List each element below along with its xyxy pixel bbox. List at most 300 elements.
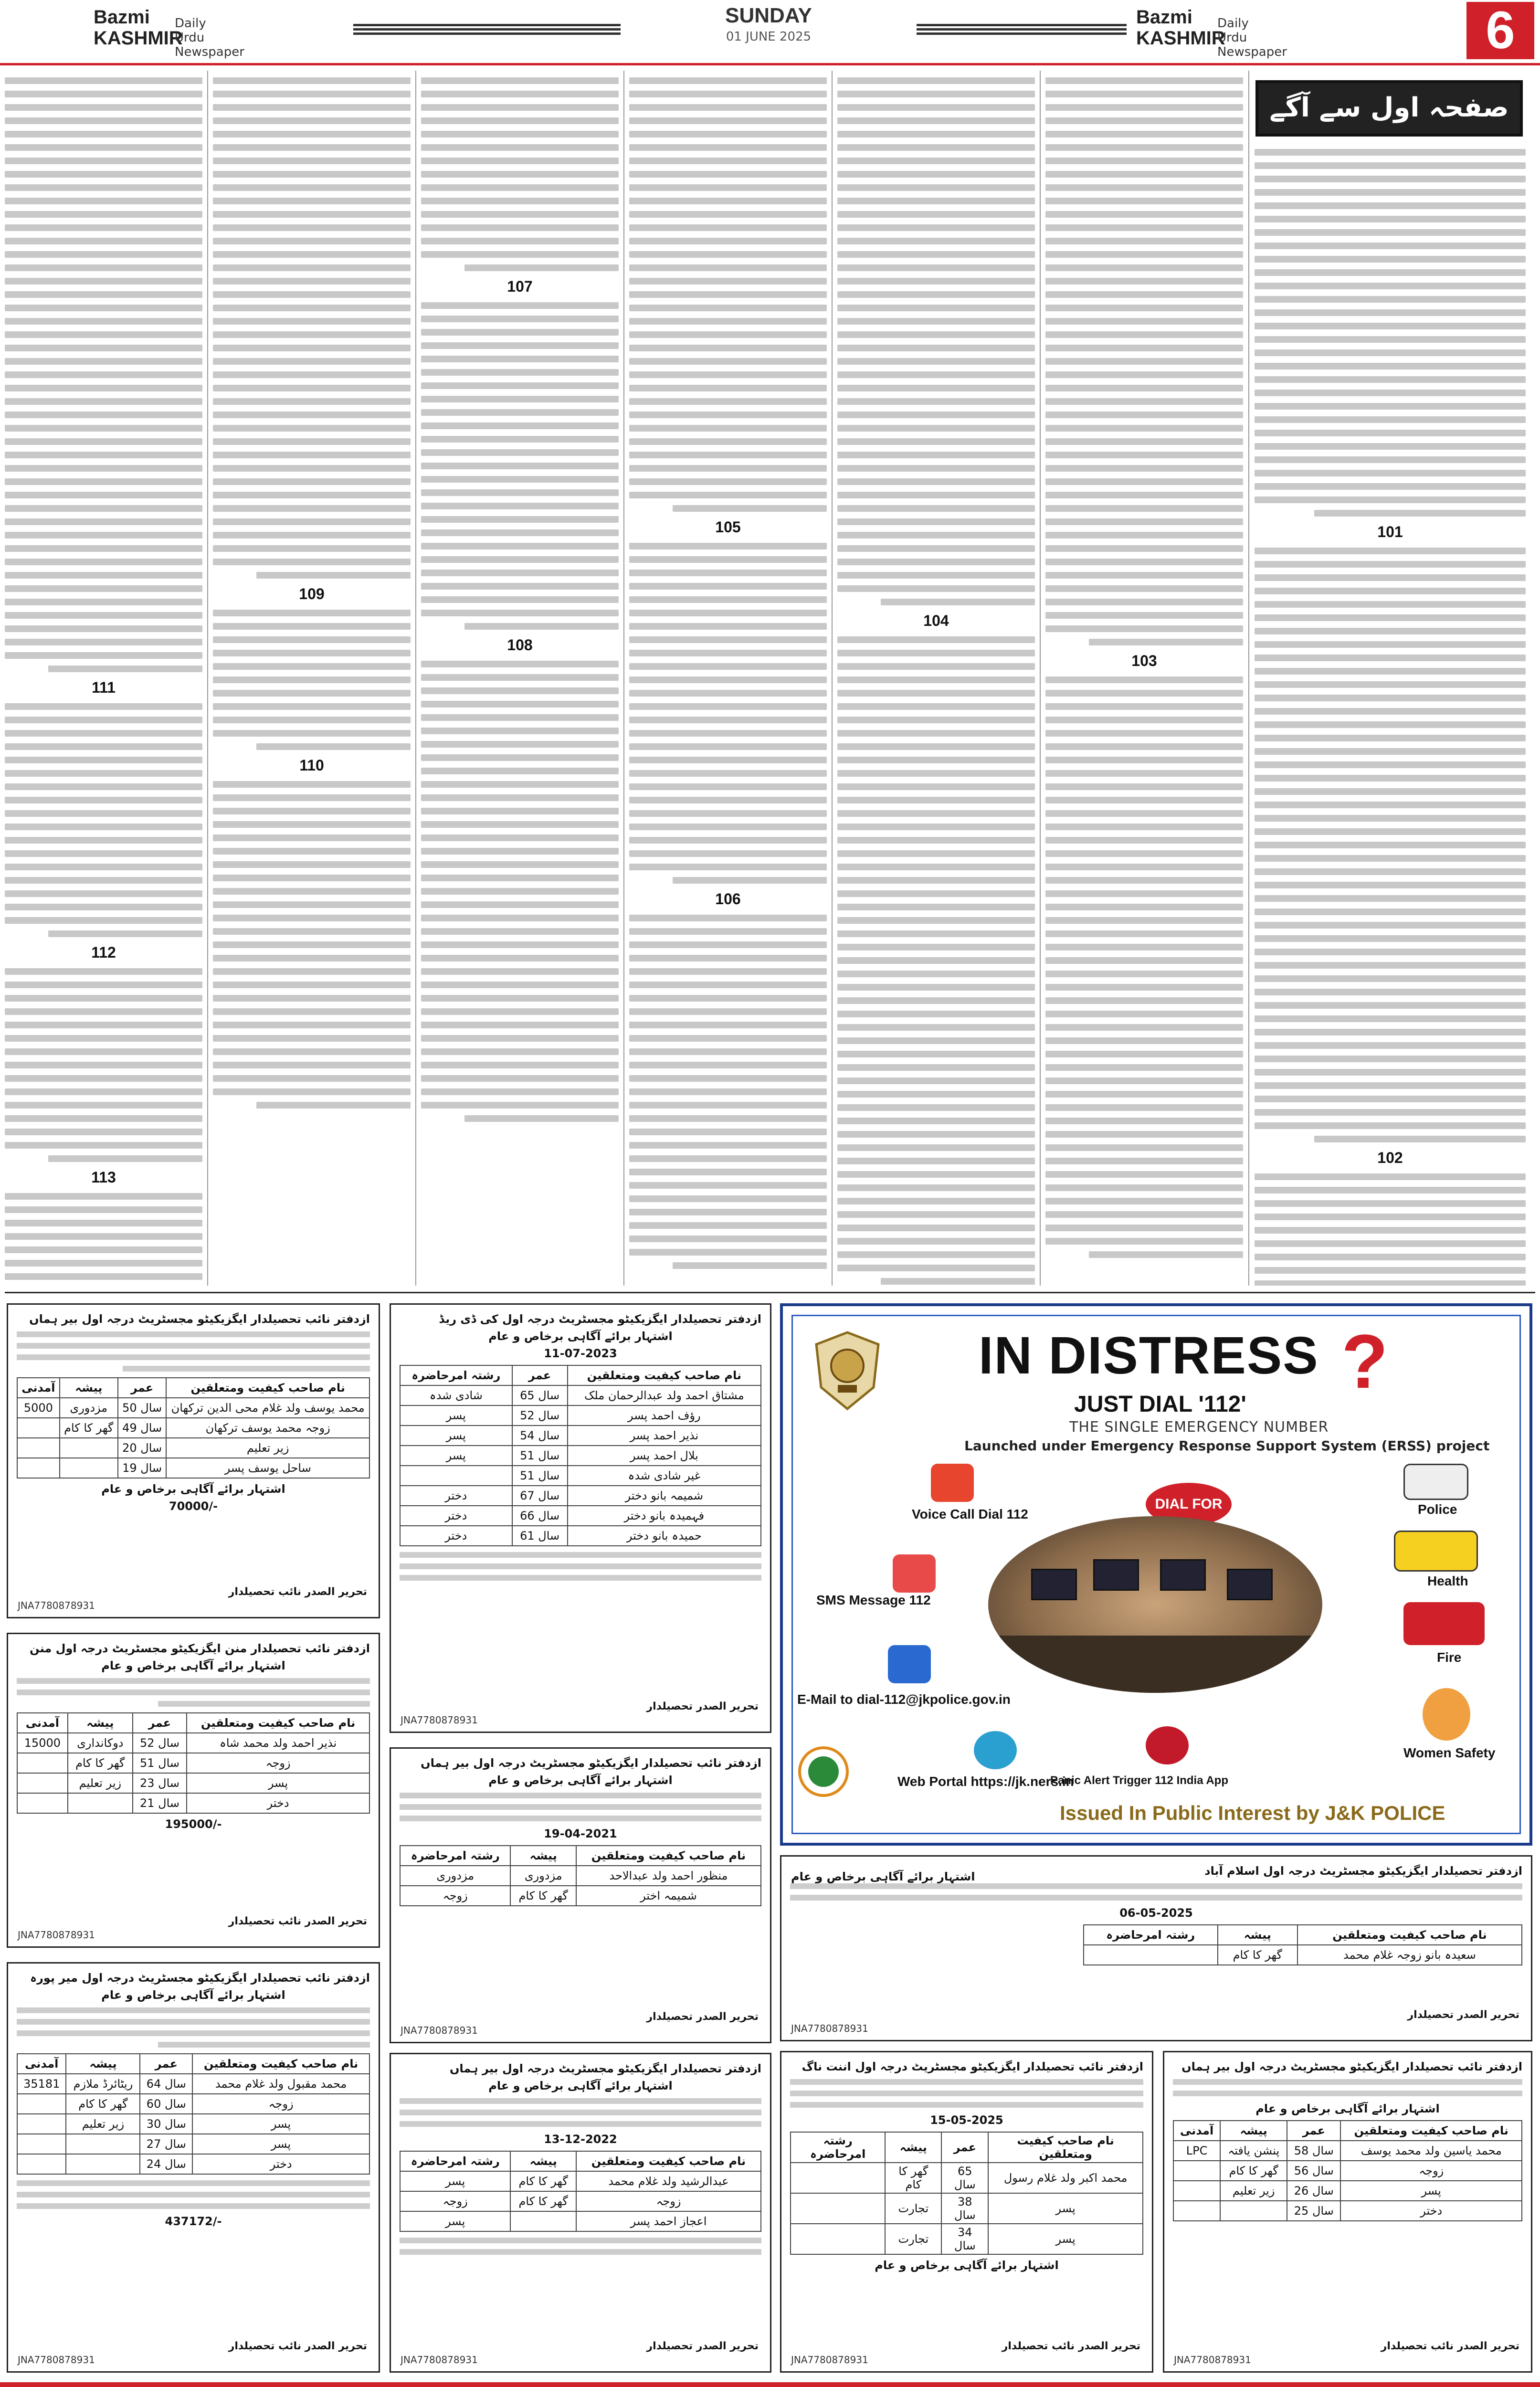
text-line — [256, 572, 411, 579]
text-line — [837, 559, 1035, 565]
text-line — [213, 663, 411, 670]
text-line — [1255, 601, 1526, 608]
text-line — [837, 824, 1035, 830]
td: شمیمہ بانو دختر — [568, 1486, 761, 1506]
text-line — [213, 305, 411, 311]
text-line — [1255, 1214, 1526, 1220]
story-number: 109 — [299, 585, 325, 602]
fire-truck-icon — [1403, 1602, 1485, 1645]
body-text — [1255, 548, 1526, 1142]
text-line — [1255, 1096, 1526, 1102]
text-line — [1045, 612, 1243, 619]
text-line — [629, 238, 827, 244]
text-line — [629, 583, 827, 590]
text-line — [5, 505, 202, 512]
text-line — [881, 1278, 1035, 1285]
text-line — [629, 224, 827, 231]
text-line — [5, 171, 202, 178]
text-line — [1045, 690, 1243, 697]
text-line — [629, 1115, 827, 1122]
text-line — [5, 652, 202, 659]
text-line — [1045, 77, 1243, 84]
text-line — [1045, 331, 1243, 338]
text-line — [5, 291, 202, 298]
text-line — [421, 941, 619, 948]
text-line — [1255, 376, 1526, 383]
text-line — [673, 877, 827, 884]
td — [1173, 2181, 1220, 2201]
text-line — [5, 1129, 202, 1135]
td: 34 سال — [941, 2224, 988, 2254]
text-line — [837, 757, 1035, 763]
text-line — [1045, 1051, 1243, 1057]
text-line — [837, 663, 1035, 670]
body-text — [421, 302, 619, 630]
text-line — [421, 728, 619, 734]
text-line — [421, 982, 619, 988]
td: دختر — [192, 2154, 369, 2174]
td: زوجہ محمد یوسف ترکھان — [166, 1418, 369, 1438]
notice-title: ازدفتر نائب تحصیلدار ایگزیکیٹو مجسٹریٹ درجہ اول بیر ہماں — [29, 1312, 370, 1326]
public-notice — [390, 1303, 771, 1733]
th: آمدنی — [1173, 2121, 1220, 2141]
th: نام صاحب کیفیت ومتعلقین — [568, 1365, 761, 1385]
text-line — [5, 278, 202, 285]
text-line — [1255, 775, 1526, 782]
notice-table — [400, 1365, 761, 1546]
text-line — [5, 425, 202, 432]
story-number: 110 — [299, 757, 324, 774]
td: پسر — [400, 1405, 512, 1426]
text-line — [5, 837, 202, 844]
text-line — [837, 690, 1035, 697]
text-line — [1255, 363, 1526, 370]
text-line — [5, 968, 202, 975]
text-line — [837, 743, 1035, 750]
text-line — [1045, 1198, 1243, 1204]
text-line — [5, 184, 202, 191]
text-line — [1255, 349, 1526, 356]
td — [1173, 2201, 1220, 2221]
text-line — [837, 1225, 1035, 1231]
brand-tagline-right — [1217, 16, 1287, 59]
text-line — [1255, 802, 1526, 808]
text-line — [1045, 465, 1243, 472]
text-line — [837, 783, 1035, 790]
text-line — [421, 529, 619, 536]
text-line — [629, 915, 827, 921]
police-car-icon — [1403, 1464, 1468, 1500]
brand-line2-right: KASHMIR — [1136, 28, 1225, 49]
td: 20 سال — [118, 1438, 167, 1458]
th: رشتہ امرحاضرہ — [400, 1846, 510, 1866]
brand-line2: KASHMIR — [94, 28, 183, 49]
text-line — [837, 864, 1035, 870]
text-line — [213, 794, 411, 801]
text-line — [421, 915, 619, 921]
text-line — [1045, 904, 1243, 910]
text-line — [5, 117, 202, 124]
panic-alert-icon — [1146, 1726, 1189, 1764]
text-line — [1045, 91, 1243, 97]
text-line — [1255, 681, 1526, 688]
body-text — [1255, 1173, 1526, 1286]
text-line — [421, 808, 619, 814]
text-line — [1045, 505, 1243, 512]
text-line — [5, 982, 202, 988]
brand-line1: Bazmi — [94, 7, 150, 28]
text-line — [1255, 1015, 1526, 1022]
td — [400, 1466, 512, 1486]
body-text — [213, 610, 411, 750]
text-line — [1045, 703, 1243, 710]
text-line — [5, 251, 202, 258]
text-line — [5, 824, 202, 830]
column-rule — [415, 71, 416, 1286]
td: پسر — [1340, 2181, 1522, 2201]
text-line — [837, 676, 1035, 683]
text-line — [5, 995, 202, 1002]
text-line — [213, 198, 411, 204]
text-line — [213, 982, 411, 988]
text-line — [5, 211, 202, 218]
text-line — [629, 385, 827, 391]
text-line — [629, 690, 827, 697]
text-line — [1255, 708, 1526, 715]
text-line — [421, 861, 619, 868]
text-line — [213, 808, 411, 814]
column-4 — [629, 71, 827, 1286]
notice-title: ازدفتر نائب تحصیلدار ایگزیکیٹو مجسٹریٹ درجہ اول اننت ناگ — [802, 2060, 1143, 2073]
public-notice — [7, 1303, 380, 1618]
text-line — [5, 703, 202, 710]
text-line — [837, 465, 1035, 472]
text-line — [1255, 655, 1526, 661]
text-line — [421, 834, 619, 841]
td: مشتاق احمد ولد عبدالرحمان ملک — [568, 1385, 761, 1405]
text-line — [1255, 1069, 1526, 1076]
td: 51 سال — [512, 1466, 568, 1486]
text-line — [5, 385, 202, 391]
td: 23 سال — [133, 1773, 187, 1793]
text-line — [421, 224, 619, 231]
text-line — [837, 971, 1035, 977]
text-line — [837, 572, 1035, 579]
text-line — [421, 463, 619, 469]
text-line — [837, 238, 1035, 244]
body-text — [837, 636, 1035, 1285]
text-line — [1045, 452, 1243, 458]
notice-subtitle: اشتہار برائے آگاہی برخاص و عام — [101, 1482, 285, 1496]
story-number: 111 — [92, 679, 116, 696]
ad-line2: THE SINGLE EMERGENCY NUMBER — [1069, 1419, 1329, 1436]
text-line — [421, 1048, 619, 1055]
text-line — [1255, 309, 1526, 316]
text-line — [1045, 1077, 1243, 1084]
td: 26 سال — [1287, 2181, 1340, 2201]
td: گھر کا کام — [60, 1418, 118, 1438]
monitor-icon — [1160, 1559, 1206, 1591]
text-line — [5, 1193, 202, 1200]
text-line — [1255, 908, 1526, 915]
text-line — [5, 783, 202, 790]
th: رشتہ امرحاضرہ — [400, 2151, 510, 2171]
text-line — [1255, 855, 1526, 862]
text-line — [629, 251, 827, 258]
date-label: 01 JUNE 2025 — [726, 30, 812, 44]
dial-for-badge: DIAL FOR — [1146, 1483, 1232, 1526]
text-line — [213, 941, 411, 948]
text-line — [1255, 189, 1526, 196]
td: 15000 — [17, 1733, 68, 1753]
text-line — [421, 1062, 619, 1068]
column-rule — [1040, 71, 1041, 1286]
text-line — [213, 412, 411, 418]
td — [17, 2094, 66, 2114]
text-line — [213, 1022, 411, 1028]
question-mark-icon: ? — [1341, 1319, 1388, 1404]
td: پسر — [192, 2134, 369, 2154]
notice-body — [17, 1678, 370, 1707]
td — [17, 1773, 68, 1793]
td: گھر کا کام — [68, 1753, 133, 1773]
notice-signature: تحریر الصدر نائب تحصیلدار — [228, 1586, 367, 1598]
td: پسر — [400, 1426, 512, 1446]
notice-date: 06-05-2025 — [1119, 1906, 1193, 1920]
text-line — [421, 687, 619, 694]
text-line — [421, 369, 619, 376]
text-line — [213, 623, 411, 630]
notice-amount: 437172/- — [165, 2215, 222, 2228]
channel-voice-call: Voice Call Dial 112 — [912, 1507, 1028, 1521]
text-line — [837, 650, 1035, 656]
text-line — [5, 104, 202, 111]
text-line — [1255, 1122, 1526, 1129]
date-block — [635, 4, 902, 44]
td — [17, 1753, 68, 1773]
text-line — [1255, 1029, 1526, 1035]
td — [17, 1458, 60, 1478]
column-5 — [421, 71, 619, 1286]
text-line — [5, 224, 202, 231]
service-police: Police — [1418, 1502, 1457, 1517]
th: پیشہ — [66, 2054, 140, 2074]
text-line — [421, 117, 619, 124]
text-line — [421, 556, 619, 563]
column-rule — [832, 71, 833, 1286]
text-line — [421, 754, 619, 761]
text-line — [1045, 184, 1243, 191]
text-line — [5, 1022, 202, 1028]
text-line — [629, 492, 827, 498]
text-line — [1045, 890, 1243, 897]
text-line — [5, 730, 202, 737]
td: مزدوری — [400, 1866, 510, 1886]
td: زیر تعلیم — [68, 1773, 133, 1793]
text-line — [629, 1169, 827, 1175]
td: 50 سال — [118, 1398, 167, 1418]
service-fire: Fire — [1437, 1650, 1462, 1665]
text-line — [5, 1246, 202, 1253]
story-number: 113 — [91, 1169, 116, 1186]
text-line — [629, 1102, 827, 1109]
td — [1084, 1945, 1218, 1965]
text-line — [837, 1104, 1035, 1111]
td: مزدوری — [510, 1866, 576, 1886]
td: 67 سال — [512, 1486, 568, 1506]
text-line — [837, 1037, 1035, 1044]
text-line — [421, 449, 619, 456]
text-line — [213, 465, 411, 472]
notice-signature: تحریر الصدر نائب تحصیلدار — [228, 1915, 367, 1927]
text-line — [421, 714, 619, 721]
text-line — [5, 743, 202, 750]
text-line — [1045, 385, 1243, 391]
text-line — [48, 930, 202, 937]
text-line — [5, 1115, 202, 1122]
text-line — [837, 944, 1035, 951]
text-line — [1255, 962, 1526, 969]
text-line — [837, 545, 1035, 552]
tag-daily-right: Daily — [1217, 16, 1249, 31]
text-line — [1255, 949, 1526, 955]
th: عمر — [1287, 2121, 1340, 2141]
text-line — [837, 957, 1035, 964]
td: حمیدہ بانو دختر — [568, 1526, 761, 1546]
text-line — [5, 77, 202, 84]
td: عبدالرشید ولد غلام محمد — [576, 2171, 761, 2191]
notice-code: JNA7780878931 — [791, 2023, 868, 2034]
text-line — [421, 342, 619, 349]
text-line — [213, 264, 411, 271]
td: اعجاز احمد پسر — [576, 2211, 761, 2231]
voice-call-icon — [931, 1464, 974, 1502]
body-text — [629, 77, 827, 512]
text-line — [213, 158, 411, 164]
text-line — [629, 1075, 827, 1082]
notice-signature: تحریر الصدر تحصیلدار — [1407, 2009, 1519, 2021]
text-line — [1045, 757, 1243, 763]
column-rule — [623, 71, 624, 1286]
public-notice — [7, 1962, 380, 2373]
text-line — [1045, 398, 1243, 405]
text-line — [1045, 117, 1243, 124]
column-7 — [5, 71, 202, 1286]
text-line — [1255, 1173, 1526, 1180]
control-room-photo — [988, 1516, 1322, 1693]
channel-web-portal: Web Portal https://jk.ners.in — [897, 1774, 1074, 1789]
text-line — [421, 674, 619, 681]
text-line — [837, 1171, 1035, 1178]
text-line — [213, 532, 411, 539]
text-line — [1255, 761, 1526, 768]
body-text — [837, 77, 1035, 605]
notice-title: ازدفتر نائب تحصیلدار ایگزیکیٹو مجسٹریٹ درجہ اول میر پورہ — [30, 1971, 370, 1985]
text-line — [629, 955, 827, 961]
text-line — [5, 890, 202, 897]
text-line — [629, 717, 827, 723]
text-line — [1045, 1011, 1243, 1017]
text-line — [629, 278, 827, 285]
text-line — [1255, 323, 1526, 329]
text-line — [1045, 1131, 1243, 1138]
text-line — [213, 781, 411, 788]
text-line — [1045, 318, 1243, 325]
text-line — [1255, 695, 1526, 701]
text-line — [837, 532, 1035, 539]
text-line — [1314, 510, 1526, 517]
th: پیشہ — [68, 1713, 133, 1733]
text-line — [629, 837, 827, 844]
text-line — [5, 1035, 202, 1042]
column-6 — [213, 71, 411, 1286]
text-line — [1045, 585, 1243, 592]
text-line — [5, 1206, 202, 1213]
text-line — [5, 1048, 202, 1055]
text-line — [1045, 599, 1243, 605]
masthead — [0, 0, 1540, 67]
td: پنشن یافتہ — [1220, 2141, 1287, 2161]
text-line — [421, 158, 619, 164]
text-line — [421, 251, 619, 258]
story-number: 107 — [507, 278, 533, 295]
text-line — [629, 158, 827, 164]
channel-panic-alert: Panic Alert Trigger 112 India App — [1050, 1774, 1228, 1787]
day-label: SUNDAY — [725, 4, 812, 27]
text-line — [1255, 283, 1526, 289]
text-line — [837, 478, 1035, 485]
td: محمد اکبر ولد غلام رسول — [988, 2163, 1143, 2193]
text-line — [837, 703, 1035, 710]
td: دختر — [400, 1486, 512, 1506]
body-text — [1045, 77, 1243, 645]
channel-email: E-Mail to dial-112@jkpolice.gov.in — [797, 1692, 1011, 1707]
td: رؤف احمد پسر — [568, 1405, 761, 1426]
text-line — [837, 1064, 1035, 1071]
ad-title: IN DISTRESS — [979, 1326, 1319, 1385]
column-rule — [1248, 71, 1249, 1286]
notice-date: 19-04-2021 — [544, 1827, 617, 1840]
text-line — [5, 1075, 202, 1082]
text-line — [629, 596, 827, 603]
text-line — [213, 1008, 411, 1015]
text-line — [421, 302, 619, 309]
text-line — [837, 77, 1035, 84]
text-line — [1255, 216, 1526, 222]
sms-icon — [893, 1554, 936, 1593]
text-line — [629, 743, 827, 750]
text-line — [1089, 1251, 1243, 1258]
text-line — [837, 1131, 1035, 1138]
text-line — [421, 543, 619, 549]
tag-urdu-newspaper: Urdu Newspaper — [175, 31, 244, 59]
page-number: 6 — [1466, 2, 1534, 59]
td: 38 سال — [941, 2193, 988, 2224]
notice-code: JNA7780878931 — [791, 2354, 868, 2366]
text-line — [5, 810, 202, 817]
text-line — [837, 425, 1035, 432]
text-line — [5, 1273, 202, 1280]
text-line — [837, 505, 1035, 512]
th: نام صاحب کیفیت ومتعلقین — [1340, 2121, 1522, 2141]
text-line — [629, 291, 827, 298]
notice-body — [1173, 2079, 1522, 2096]
text-line — [1045, 850, 1243, 857]
text-line — [1255, 149, 1526, 156]
text-line — [629, 1195, 827, 1202]
text-line — [1255, 1042, 1526, 1049]
text-line — [421, 422, 619, 429]
